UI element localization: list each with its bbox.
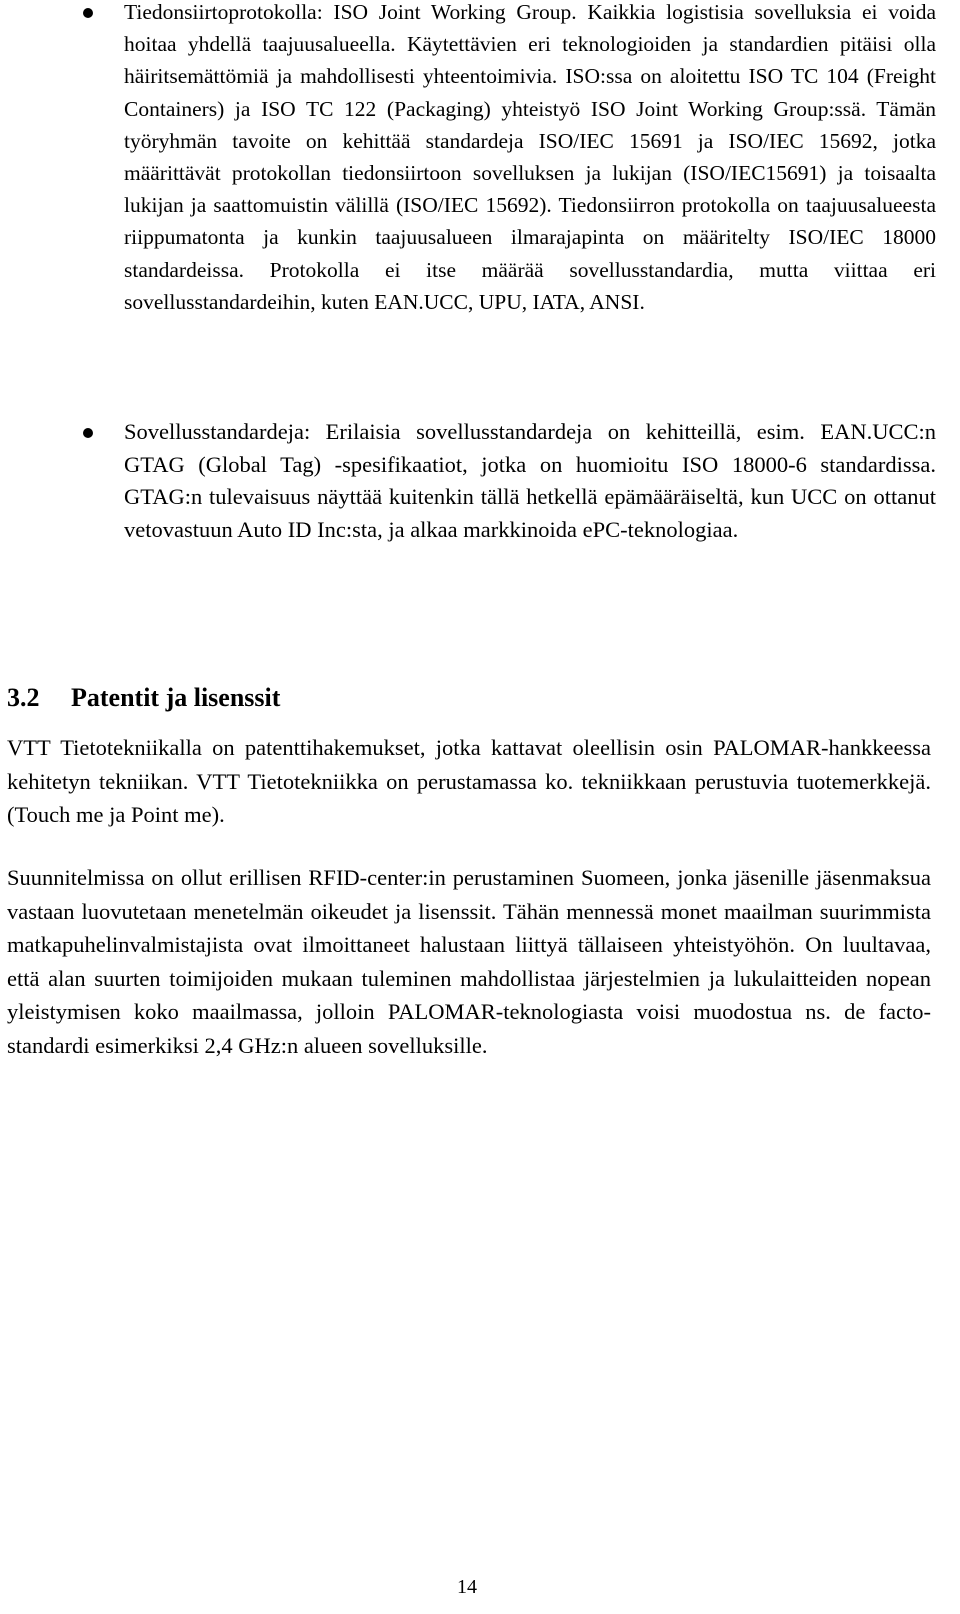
paragraph-rfid-center: Suunnitelmissa on ollut erillisen RFID-center:in perustaminen Suomeen, jonka jäsenille jäsenmaksua vastaan luovutetaan menetelmän oikeudet ja lisenssit. Tähän mennessä monet maailman suurimmista matkapuhelinvalmistajista ovat ilmoittaneet halustaan liittyä tällaiseen yhteistyöhön. On luultavaa, että alan suurten toimijoiden mukaan tuleminen mahdollistaa järjestelmien ja lukulaitteiden nopean yleistymisen koko maailmassa, jolloin PALOMAR-teknologiasta voisi muodostua ns. de facto-standardi esimerkiksi 2,4 GHz:n alueen sovelluksille.: [7, 865, 931, 1058]
section-number: 3.2: [7, 683, 40, 712]
paragraph-patents: VTT Tietotekniikalla on patenttihakemukset, jotka kattavat oleellisin osin PALOMAR-hankkeessa kehitetyn tekniikan. VTT Tietotekniikka on perustamassa ko. tekniikkaan perustuvia tuotemerkkejä. (Touch me ja Point me).: [7, 735, 931, 827]
bullet-text: Sovellusstandardeja: Erilaisia sovellusstandardeja on kehitteillä, esim. EAN.UCC:n GTAG (Global Tag) -spesifikaatiot, jotka on huomioitu ISO 18000-6 standardissa. GTAG:n tulevaisuus näyttää kuitenkin tällä hetkellä epämääräiseltä, kun UCC on ottanut vetovastuun Auto ID Inc:sta, ja alkaa markkinoida ePC-teknologiaa.: [124, 419, 936, 542]
section-title: Patentit ja lisenssit: [71, 683, 281, 712]
bullet-icon: [83, 428, 93, 438]
section-heading: [7, 680, 280, 716]
bullet-icon: [83, 8, 93, 18]
page-number: 14: [457, 1576, 477, 1598]
bullet-text: Tiedonsiirtoprotokolla: ISO Joint Working Group. Kaikkia logistisia sovelluksia ei voida hoitaa yhdellä taajuusalueella. Käytettävien eri teknologioiden ja standardien pitäisi olla häiritsemättömiä ja mahdollisesti yhteentoimivia. ISO:ssa on aloitettu ISO TC 104 (Freight Containers) ja ISO TC 122 (Packaging) yhteistyö ISO Joint Working Group:ssä. Tämän työryhmän tavoite on kehittää standardeja ISO/IEC 15691 ja ISO/IEC 15692, jotka määrittävät protokollan tiedonsiirtoon sovelluksen ja lukijan (ISO/IEC15691) ja toisaalta lukijan ja saattomuistin välillä (ISO/IEC 15692). Tiedonsiirron protokolla on taajuusalueesta riippumatonta ja kunkin taajuusalueen ilmarajapinta on määritelty ISO/IEC 18000 standardeissa. Protokolla ei itse määrää sovellusstandardia, mutta viittaa eri sovellusstandardeihin, kuten EAN.UCC, UPU, IATA, ANSI.: [124, 0, 936, 314]
